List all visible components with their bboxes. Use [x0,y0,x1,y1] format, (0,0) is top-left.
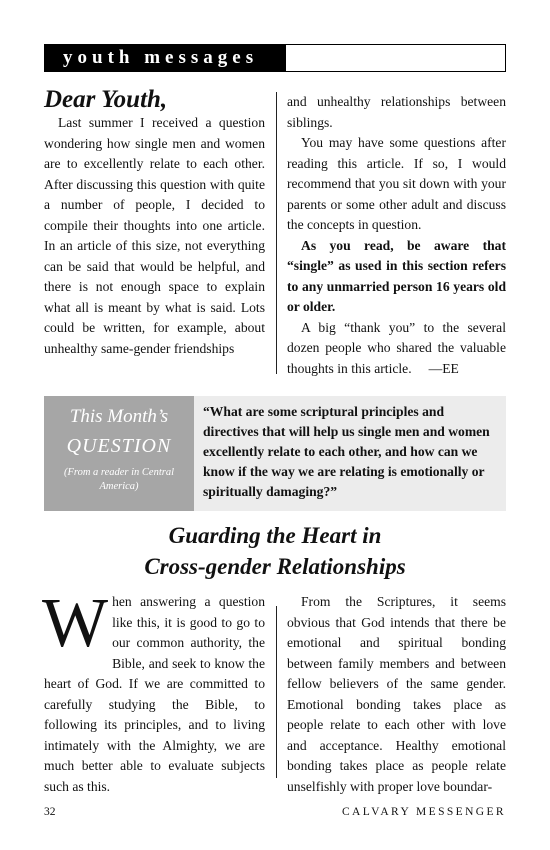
intro-paragraph-2: You may have some questions after reading this article. If so, I would recommend that you sit down with your parents or some other adult and discuss the concepts in question. [287,135,506,232]
thanks-text: A big “thank you” to the several dozen people who shared the valuable thoughts in this article. [287,319,506,376]
question-source: (From a reader in Central America) [63,467,175,492]
intro-continuation: and unhealthy relationships between siblings. [287,94,506,130]
page-number: 32 [44,806,56,818]
article-title-line-2: Cross-gender Relationships [144,554,406,579]
publication-name: CALVARY MESSENGER [341,806,506,818]
section-header [44,44,506,72]
article-paragraph-1 [42,585,265,797]
drop-cap: W [42,585,109,662]
intro-right-column [287,92,506,379]
intro-left-column [44,113,265,359]
intro-paragraph-bold: As you read, be aware that “single” as used in this section refers to any unmarried person 16 years old or older. [287,237,506,314]
question-text: “What are some scriptural principles and directives that will help us single men and women excellently relate to each other, and how can we know if the way we are relating is emotionally or spiritually damaging?” [203,404,490,499]
intro-paragraph: Last summer I received a question wondering how single men and women are to excellently relate to each other. After discussing this question with quite a number of people, I decided to compile their thoughts into one article. In an article of this size, not everything can be said that would be helpful, and there is not enough space to explain what all is meant by what is said. Lots could be written, for example, about unhealthy same-gender friendships [44,115,265,356]
question-label-panel [44,396,194,511]
signature: —EE [428,360,459,376]
article-left-column [42,585,265,797]
article-paragraph-1-text: hen answering a question like this, it is good to go to our common authority, the Bible, and seek to know the heart of God. If we are committed to carefully studying the Bible, to following its principles, and to living intimately with the Almighty, we are much better able to evaluate subjects such as this. [44,594,265,794]
column-divider-bottom [276,606,277,778]
article-title [44,520,506,582]
article-paragraph-2: From the Scriptures, it seems obvious that God intends that there be emotional and spiritual bonding between family members and between fellow believers of the same gender. Emotional bonding takes place as people relate to each other with love and acceptance. Healthy emotional bonding takes place as people relate unselfishly with proper love boundar- [287,594,506,794]
article-right-column [287,592,506,797]
intro-title: Dear Youth, [44,86,168,113]
question-label-month: This Month’s [69,406,169,427]
question-label-heading: QUESTION [66,435,172,457]
article-title-line-1: Guarding the Heart in [168,523,382,548]
intro-paragraph-4 [287,318,506,380]
column-divider-top [276,92,277,374]
section-title: youth messages [45,45,286,71]
question-box [44,396,506,511]
